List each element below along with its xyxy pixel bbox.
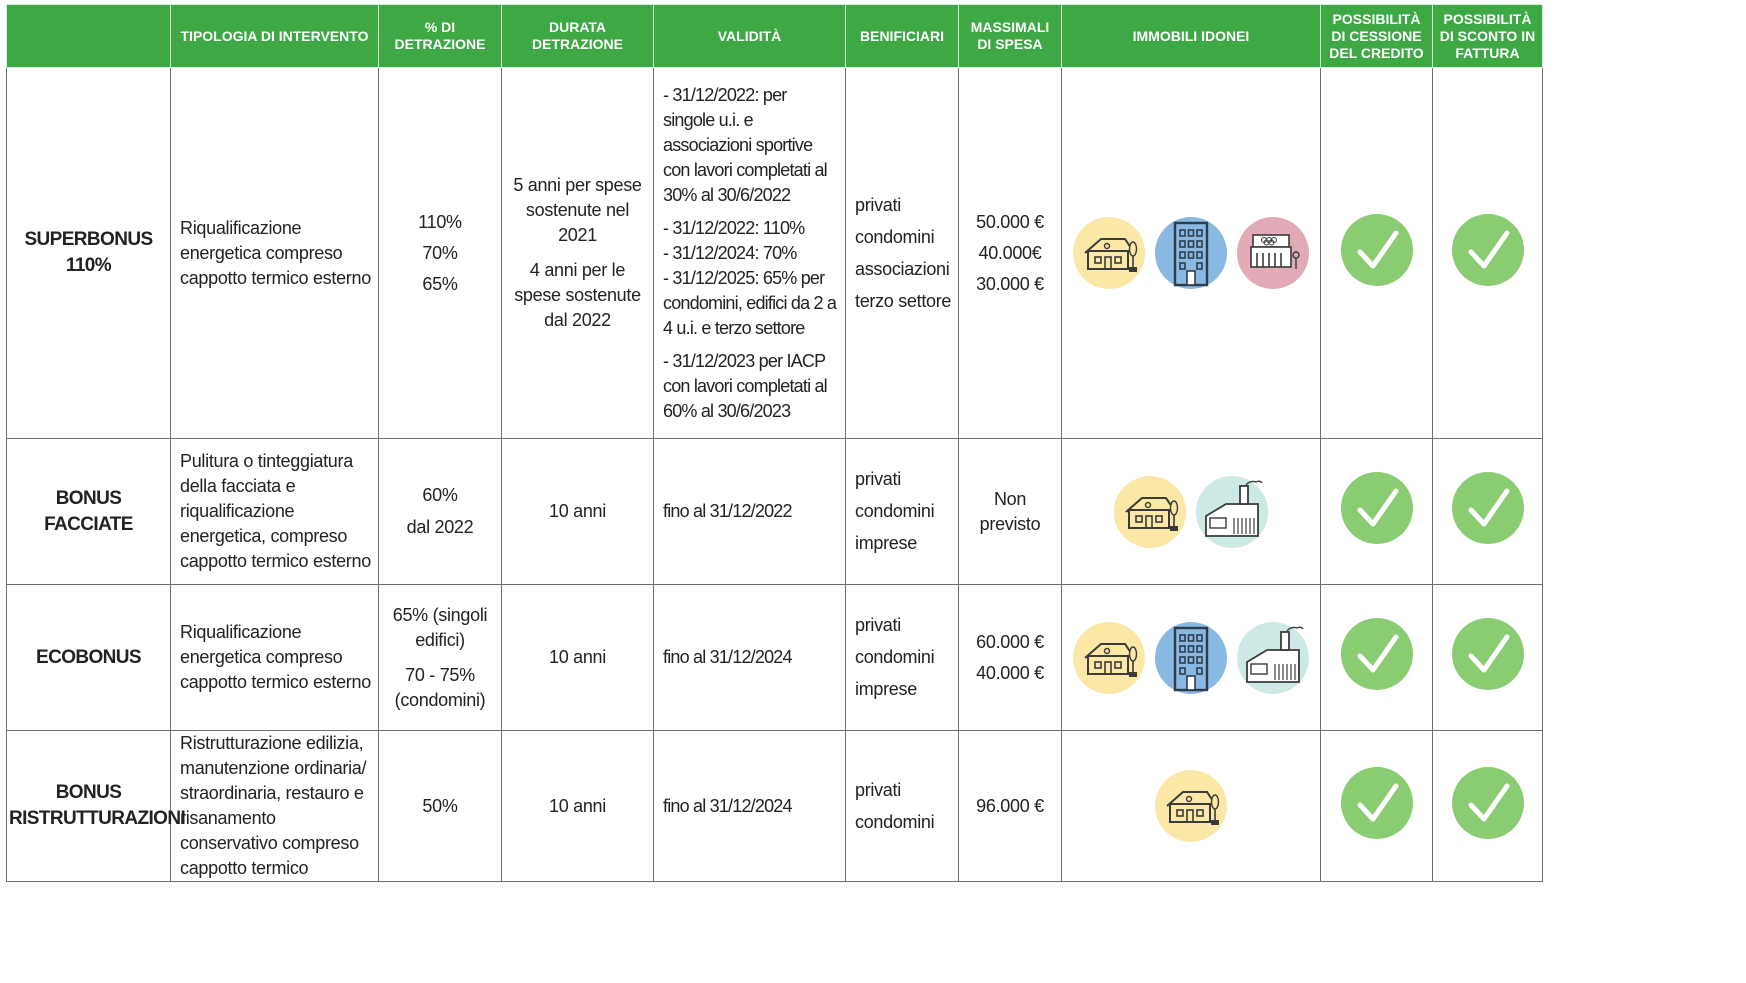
beneficiari-cell: privati condomini — [846, 731, 959, 882]
table-row — [7, 439, 1543, 585]
header-row — [7, 5, 1543, 68]
check-icon — [1341, 618, 1413, 690]
bonus-comparison-table — [6, 4, 1543, 882]
immobili-cell — [1062, 585, 1321, 731]
detrazione-cell: 110% 70% 65% — [379, 68, 502, 439]
sports-club-icon — [1237, 217, 1309, 289]
validita-cell: fino al 31/12/2024 — [654, 585, 846, 731]
house-icon — [1073, 622, 1145, 694]
apartment-building-icon — [1155, 217, 1227, 289]
massimali-cell: 50.000 € 40.000€ 30.000 € — [959, 68, 1062, 439]
cessione-cell — [1321, 68, 1433, 439]
check-icon — [1452, 618, 1524, 690]
tipologia-cell: Riqualificazione energetica compreso cappotto termico esterno — [171, 68, 379, 439]
factory-icon — [1196, 476, 1268, 548]
massimali-cell: Non previsto — [959, 439, 1062, 585]
immobili-cell — [1062, 68, 1321, 439]
immobili-cell — [1062, 439, 1321, 585]
check-icon — [1341, 472, 1413, 544]
validita-cell: - 31/12/2022: per singole u.i. e associazioni sportive con lavori completati al 30% al 30/6/2022 - 31/12/2022: 110% - 31/12/2024: 70% - 31/12/2025: 65% per condomini, edifici da 2 a 4 u.i. e terzo settore - 31/12/2023 per IACP con lavori completati al 60% al 30/6/2023 — [654, 68, 846, 439]
validita-cell: fino al 31/12/2024 — [654, 731, 846, 882]
apartment-building-icon — [1155, 622, 1227, 694]
table-row — [7, 68, 1543, 439]
bonus-name: BONUS FACCIATE — [7, 439, 171, 585]
header-sconto: POSSIBILITÀ DI SCONTO IN FATTURA — [1433, 5, 1543, 68]
bonus-name: BONUS RISTRUTTURAZIONI — [7, 731, 171, 882]
beneficiari-cell: privati condomini imprese — [846, 439, 959, 585]
check-icon — [1341, 767, 1413, 839]
check-icon — [1341, 214, 1413, 286]
immobili-cell — [1062, 731, 1321, 882]
durata-cell: 10 anni — [502, 731, 654, 882]
header-empty — [7, 5, 171, 68]
header-detrazione: % DI DETRAZIONE — [379, 5, 502, 68]
cessione-cell — [1321, 585, 1433, 731]
sconto-cell — [1433, 439, 1543, 585]
durata-cell: 10 anni — [502, 585, 654, 731]
detrazione-cell: 60% dal 2022 — [379, 439, 502, 585]
house-icon — [1073, 217, 1145, 289]
table-row — [7, 585, 1543, 731]
bonus-name: ECOBONUS — [7, 585, 171, 731]
header-immobili: IMMOBILI IDONEI — [1062, 5, 1321, 68]
header-beneficiari: BENIFICIARI — [846, 5, 959, 68]
durata-cell: 10 anni — [502, 439, 654, 585]
check-icon — [1452, 472, 1524, 544]
check-icon — [1452, 767, 1524, 839]
tipologia-cell: Riqualificazione energetica compreso cappotto termico esterno — [171, 585, 379, 731]
factory-icon — [1237, 622, 1309, 694]
table-row — [7, 731, 1543, 882]
sconto-cell — [1433, 68, 1543, 439]
house-icon — [1114, 476, 1186, 548]
tipologia-cell: Pulitura o tinteggiatura della facciata e riqualificazione energetica, compreso cappotto termico esterno — [171, 439, 379, 585]
bonus-name: SUPERBONUS 110% — [7, 68, 171, 439]
durata-cell: 5 anni per spese sostenute nel 2021 4 anni per le spese sostenute dal 2022 — [502, 68, 654, 439]
detrazione-cell: 65% (singoli edifici) 70 - 75% (condomini) — [379, 585, 502, 731]
header-validita: VALIDITÀ — [654, 5, 846, 68]
cessione-cell — [1321, 731, 1433, 882]
tipologia-cell: Ristrutturazione edilizia, manutenzione ordinaria/ straordinaria, restauro e risanamento conservativo compreso cappotto termico — [171, 731, 379, 882]
massimali-cell: 96.000 € — [959, 731, 1062, 882]
header-tipologia: TIPOLOGIA DI INTERVENTO — [171, 5, 379, 68]
validita-cell: fino al 31/12/2022 — [654, 439, 846, 585]
check-icon — [1452, 214, 1524, 286]
beneficiari-cell: privati condomini associazioni terzo settore — [846, 68, 959, 439]
house-icon — [1155, 770, 1227, 842]
detrazione-cell: 50% — [379, 731, 502, 882]
header-durata: DURATA DETRAZIONE — [502, 5, 654, 68]
header-cessione: POSSIBILITÀ DI CESSIONE DEL CREDITO — [1321, 5, 1433, 68]
header-massimali: MASSIMALI DI SPESA — [959, 5, 1062, 68]
beneficiari-cell: privati condomini imprese — [846, 585, 959, 731]
cessione-cell — [1321, 439, 1433, 585]
sconto-cell — [1433, 585, 1543, 731]
massimali-cell: 60.000 € 40.000 € — [959, 585, 1062, 731]
sconto-cell — [1433, 731, 1543, 882]
